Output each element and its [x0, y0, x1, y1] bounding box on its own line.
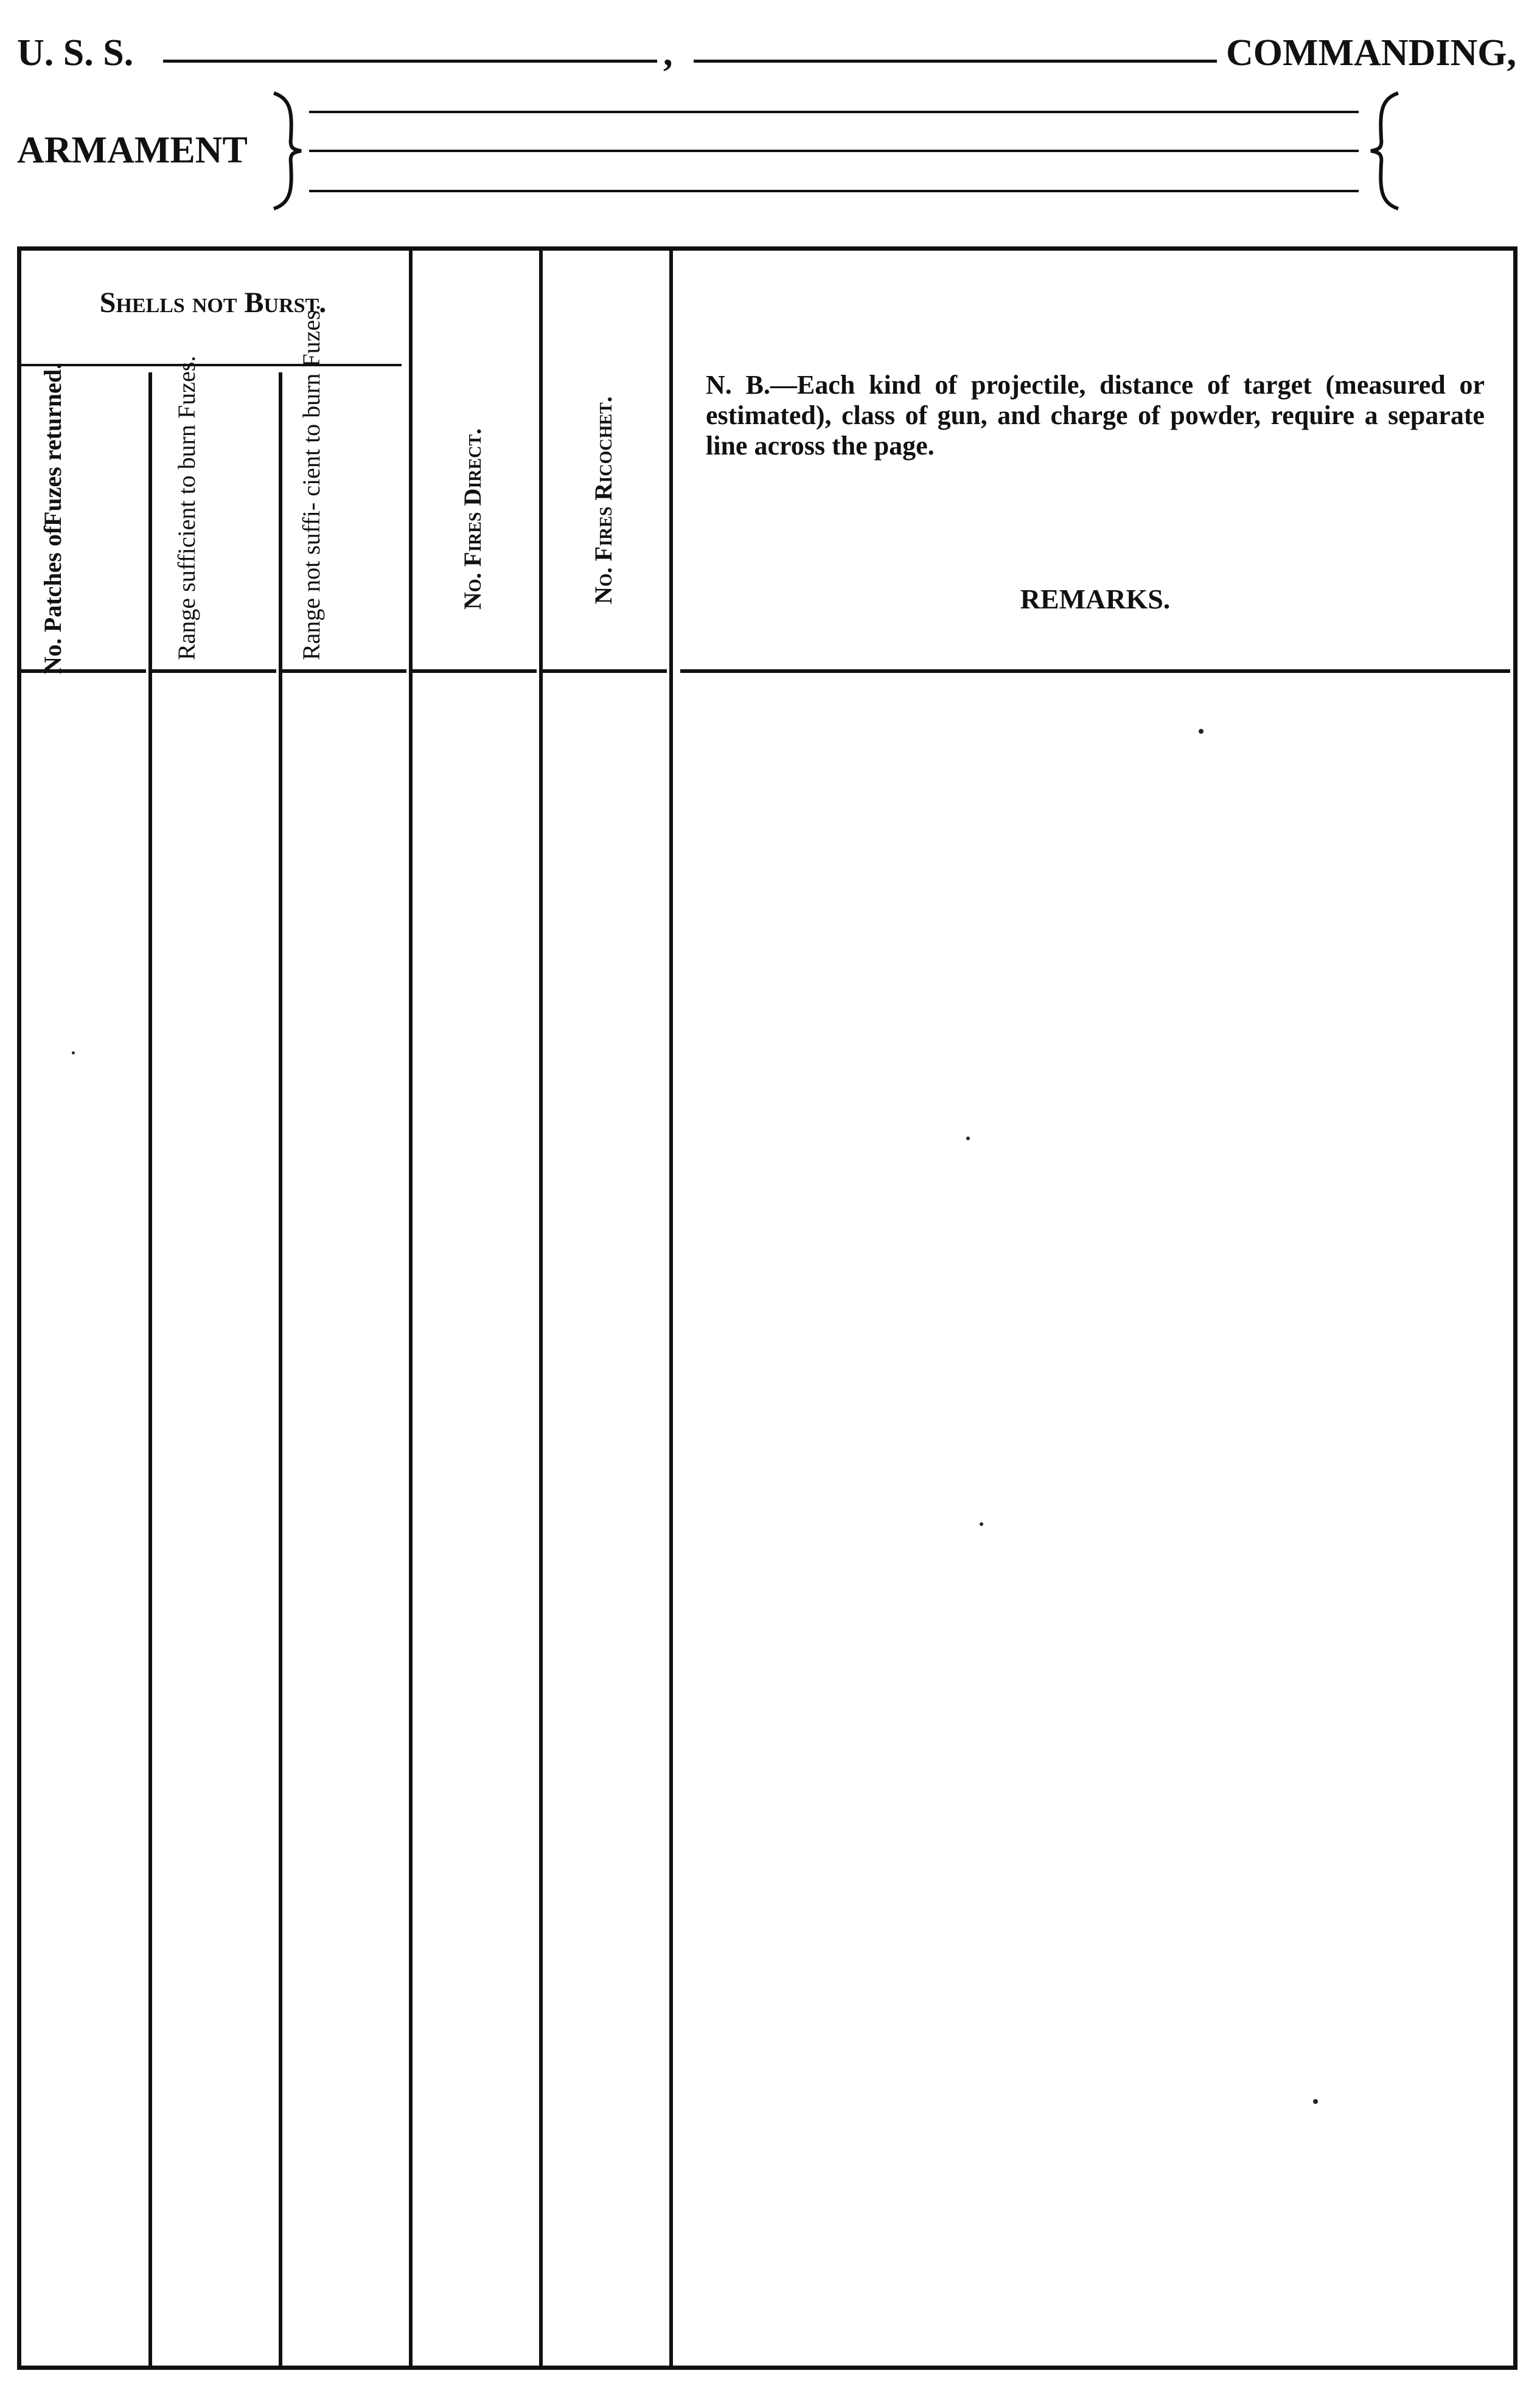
col-header-range-sufficient	[173, 355, 265, 660]
col2-line2: burn Fuzes.	[173, 355, 200, 470]
scan-speck	[1199, 729, 1204, 734]
scan-speck	[980, 1522, 983, 1526]
armament-line-1[interactable]	[309, 111, 1359, 113]
header-bottom-rule-6	[680, 669, 1510, 673]
right-brace-icon	[1368, 90, 1404, 212]
scan-speck	[72, 1051, 75, 1054]
shells-not-burst-header: Shells not Burst.	[99, 287, 327, 319]
header-bottom-rule-4	[413, 669, 537, 673]
col-header-range-not-sufficient	[298, 304, 395, 660]
nb-note: N. B.—Each kind of projectile, distance of target (measured or estimated), class of gun, and charge of powder, require a separate line across the page.	[706, 370, 1485, 461]
commanding-label: COMMANDING,	[1226, 32, 1516, 74]
col-divider-5	[669, 251, 673, 2370]
scan-speck	[1313, 2099, 1318, 2104]
col3-line2: cient to burn	[298, 373, 325, 496]
ship-name-line[interactable]	[163, 60, 657, 63]
col5-line1: No. Fires Ricochet.	[590, 396, 617, 605]
commanding-officer-line[interactable]	[694, 60, 1217, 63]
col2-line1: Range sufficient to	[173, 475, 200, 660]
remarks-label: REMARKS.	[1020, 583, 1171, 615]
col-header-fires-direct	[459, 377, 496, 660]
col3-line3: Fuzes.	[298, 304, 325, 367]
armament-label: ARMAMENT	[17, 130, 248, 171]
col1-line2: Fuzes returned.	[39, 363, 66, 526]
armament-line-2[interactable]	[309, 150, 1359, 152]
header-bottom-rule-3	[282, 669, 406, 673]
armament-line-3[interactable]	[309, 190, 1359, 192]
col3-line1: Range not suffi-	[298, 502, 325, 660]
col4-line1: No. Fires Direct.	[459, 428, 486, 610]
header-bottom-rule-5	[543, 669, 667, 673]
comma: ,	[663, 32, 673, 74]
col-header-fires-ricochet	[590, 341, 627, 660]
scan-speck	[966, 1137, 970, 1140]
col-divider-4	[539, 251, 543, 2370]
uss-label: U. S. S.	[17, 32, 134, 74]
left-brace-icon	[268, 90, 304, 212]
header-bottom-rule-2	[152, 669, 276, 673]
col-divider-3	[409, 251, 413, 2370]
col-header-patches-returned	[39, 363, 131, 675]
col1-line1: No. Patches of	[39, 526, 66, 675]
